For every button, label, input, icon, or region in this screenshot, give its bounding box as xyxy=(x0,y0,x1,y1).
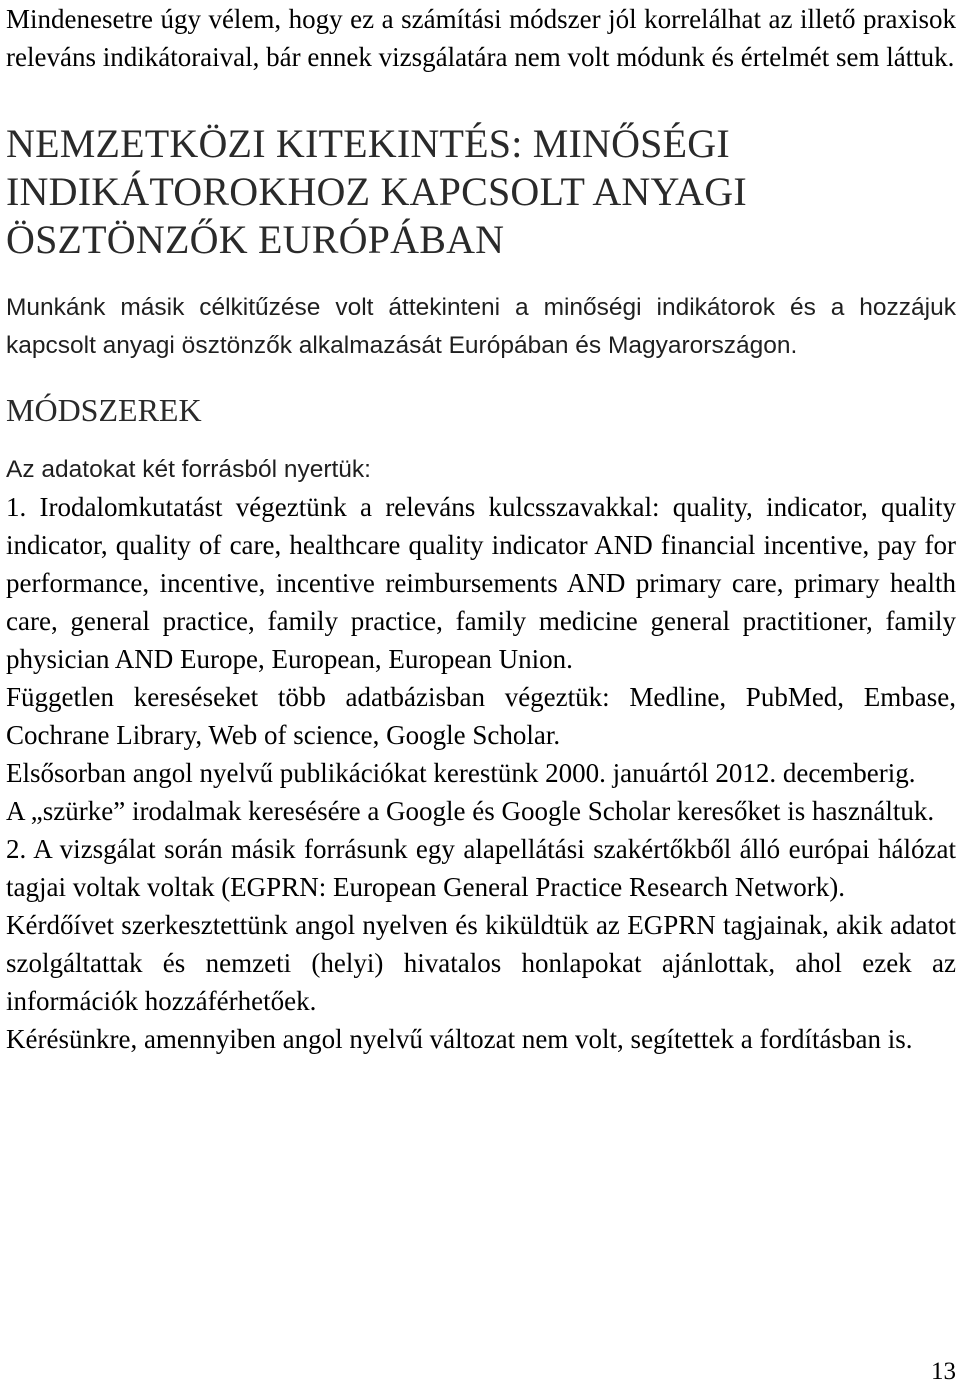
sources-intro: Az adatokat két forrásból nyertük: xyxy=(6,456,371,483)
document-page xyxy=(6,0,956,1058)
aim-paragraph: Munkánk másik célkitűzése volt áttekinteni a minőségi indikátorok és a hozzájuk kapcsolt anyagi ösztönzők alkalmazását Európában és Magyarországon. xyxy=(6,294,956,359)
item2-translation-paragraph: Kérésünkre, amennyiben angol nyelvű változat nem volt, segítettek a fordításban is. xyxy=(6,1024,913,1054)
page-number: 13 xyxy=(931,1358,956,1385)
item1-grey-literature-paragraph: A „szürke” irodalmak keresésére a Google és Google Scholar keresőket is használtuk. xyxy=(6,796,935,826)
intro-paragraph: Mindenesetre úgy vélem, hogy ez a számítási módszer jól korrelálhat az illető praxisok releváns indikátoraival, bár ennek vizsgálatára nem volt módunk és értelmét sem láttuk. xyxy=(6,4,956,72)
item1-period-paragraph: Elsősorban angol nyelvű publikációkat kerestünk 2000. januártól 2012. decemberig. xyxy=(6,758,916,788)
section-heading: NEMZETKÖZI KITEKINTÉS: MINŐSÉGI INDIKÁTOROKHOZ KAPCSOLT ANYAGI ÖSZTÖNZŐK EURÓPÁBAN xyxy=(6,121,747,262)
methods-heading: MÓDSZEREK xyxy=(6,392,202,428)
item1-databases-paragraph: Független kereséseket több adatbázisban végeztük: Medline, PubMed, Embase, Cochrane Library, Web of science, Google Scholar. xyxy=(6,682,956,750)
item2-network-paragraph: 2. A vizsgálat során másik forrásunk egy alapellátási szakértőkből álló európai hálózat tagjai voltak voltak (EGPRN: European General Practice Research Network). xyxy=(6,834,956,902)
item2-questionnaire-paragraph: Kérdőívet szerkesztettünk angol nyelven és kiküldtük az EGPRN tagjainak, akik adatot szolgáltattak és nemzeti (helyi) hivatalos honlapokat ajánlottak, ahol ezek az információk hozzáférhetőek. xyxy=(6,910,956,1016)
item1-keywords-paragraph: 1. Irodalomkutatást végeztünk a releváns kulcsszavakkal: quality, indicator, quality indicator, quality of care, healthcare quality indicator AND financial incentive, pay for performance, incentive, incentive reimbursements AND primary care, primary health care, general practice, family practice, family medicine general practitioner, family physician AND Europe, European, European Union. xyxy=(6,492,956,674)
